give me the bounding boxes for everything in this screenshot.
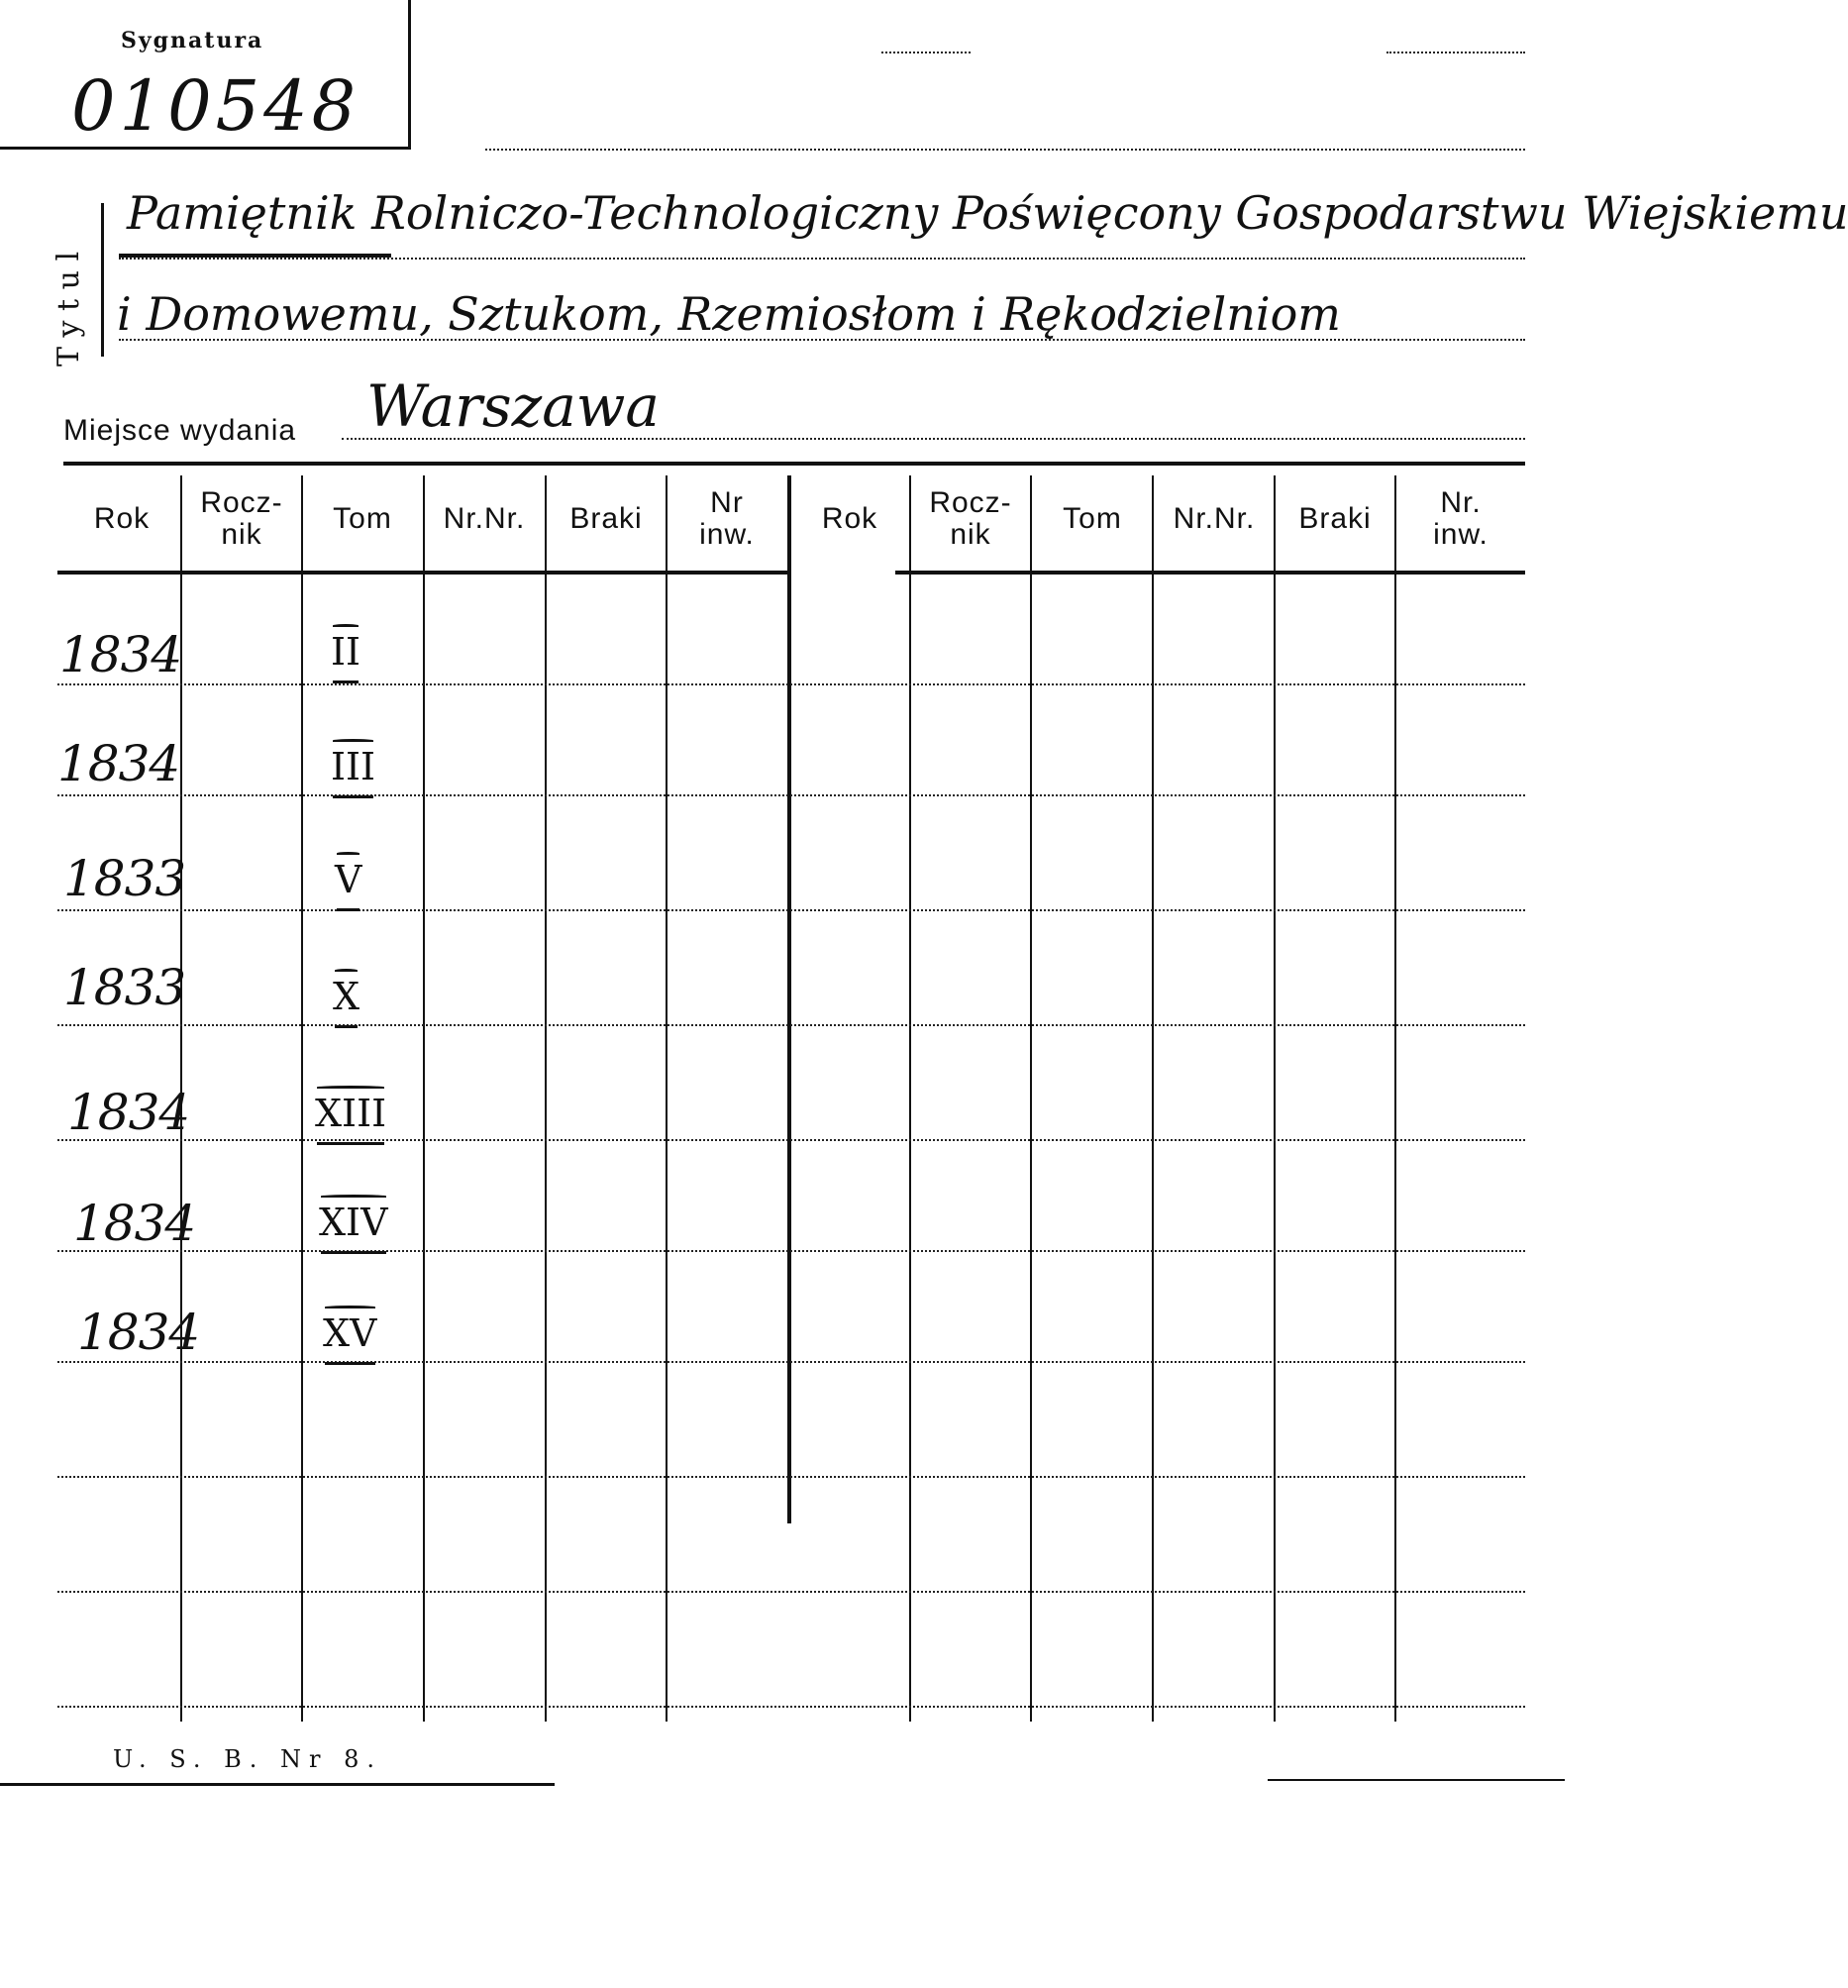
row-line	[57, 1591, 1525, 1593]
row-line	[57, 794, 1525, 796]
sygnatura-dotted-line	[485, 149, 1525, 151]
column-divider	[545, 475, 547, 1722]
row-tom: XV	[323, 1311, 377, 1355]
card-bottom-edge	[0, 1783, 555, 1786]
header-rocznik-1: Rocz- nik	[200, 486, 283, 551]
row-line	[57, 1476, 1525, 1478]
header-nrnr-2: Nr.Nr.	[1173, 502, 1256, 535]
header-braki-1: Braki	[569, 502, 643, 535]
row-line	[57, 1024, 1525, 1026]
column-divider	[1274, 475, 1276, 1722]
row-line	[57, 909, 1525, 911]
card-bottom-edge	[1268, 1779, 1565, 1781]
column-divider	[909, 475, 911, 1722]
tytul-line-2: i Domowemu, Sztukom, Rzemiosłom i Rękodzielniom	[117, 287, 1341, 341]
tytul-label: T y t u l	[51, 251, 86, 366]
header-bottom-rule-right	[895, 571, 1525, 575]
row-rok: 1834	[59, 626, 182, 683]
row-rok: 1833	[63, 850, 186, 907]
row-line	[57, 1706, 1525, 1708]
center-divider	[787, 475, 791, 1523]
row-line	[57, 1250, 1525, 1252]
top-dotted-line	[881, 52, 971, 53]
tytul-dotted-line-2	[119, 339, 1525, 341]
column-divider	[666, 475, 667, 1722]
row-rok: 1834	[73, 1195, 196, 1252]
column-divider	[423, 475, 425, 1722]
tytul-dotted-line-1	[119, 258, 1525, 260]
column-divider	[1394, 475, 1396, 1722]
miejsce-value: Warszawa	[366, 372, 661, 440]
column-divider	[1152, 475, 1154, 1722]
row-tom: XIV	[319, 1201, 388, 1244]
header-nrinw-2: Nr. inw.	[1433, 486, 1489, 551]
header-tom-2: Tom	[1063, 502, 1122, 535]
row-line	[57, 683, 1525, 685]
tytul-bracket	[101, 203, 104, 357]
row-rok: 1833	[63, 959, 186, 1016]
header-braki-2: Braki	[1298, 502, 1372, 535]
header-nrinw-1: Nr inw.	[699, 486, 755, 551]
header-tom-1: Tom	[333, 502, 392, 535]
tytul-line-1: Pamiętnik Rolniczo-Technologiczny Poświęcony Gospodarstwu Wiejskiemu	[127, 186, 1848, 240]
header-rocznik-2: Rocz- nik	[929, 486, 1012, 551]
top-dotted-line	[1386, 52, 1525, 53]
header-nrnr-1: Nr.Nr.	[443, 502, 526, 535]
header-rok-2: Rok	[821, 502, 878, 535]
row-tom: X	[333, 975, 360, 1018]
row-tom: XIII	[315, 1092, 387, 1135]
row-line	[57, 1361, 1525, 1363]
sygnatura-label: Sygnatura	[121, 28, 264, 53]
row-tom: II	[331, 630, 361, 674]
footer-text: U. S. B. Nr 8.	[113, 1745, 383, 1773]
column-divider	[301, 475, 303, 1722]
sygnatura-number: 010548	[71, 65, 360, 147]
row-tom: III	[331, 745, 376, 788]
miejsce-label: Miejsce wydania	[63, 414, 297, 447]
header-rok-1: Rok	[93, 502, 151, 535]
row-rok: 1834	[77, 1304, 200, 1361]
column-divider	[1030, 475, 1032, 1722]
row-rok: 1834	[67, 1084, 190, 1141]
row-tom: V	[335, 858, 362, 901]
miejsce-dotted-line	[342, 438, 1525, 440]
table-top-rule	[63, 462, 1525, 466]
row-rok: 1834	[57, 735, 180, 792]
row-line	[57, 1139, 1525, 1141]
